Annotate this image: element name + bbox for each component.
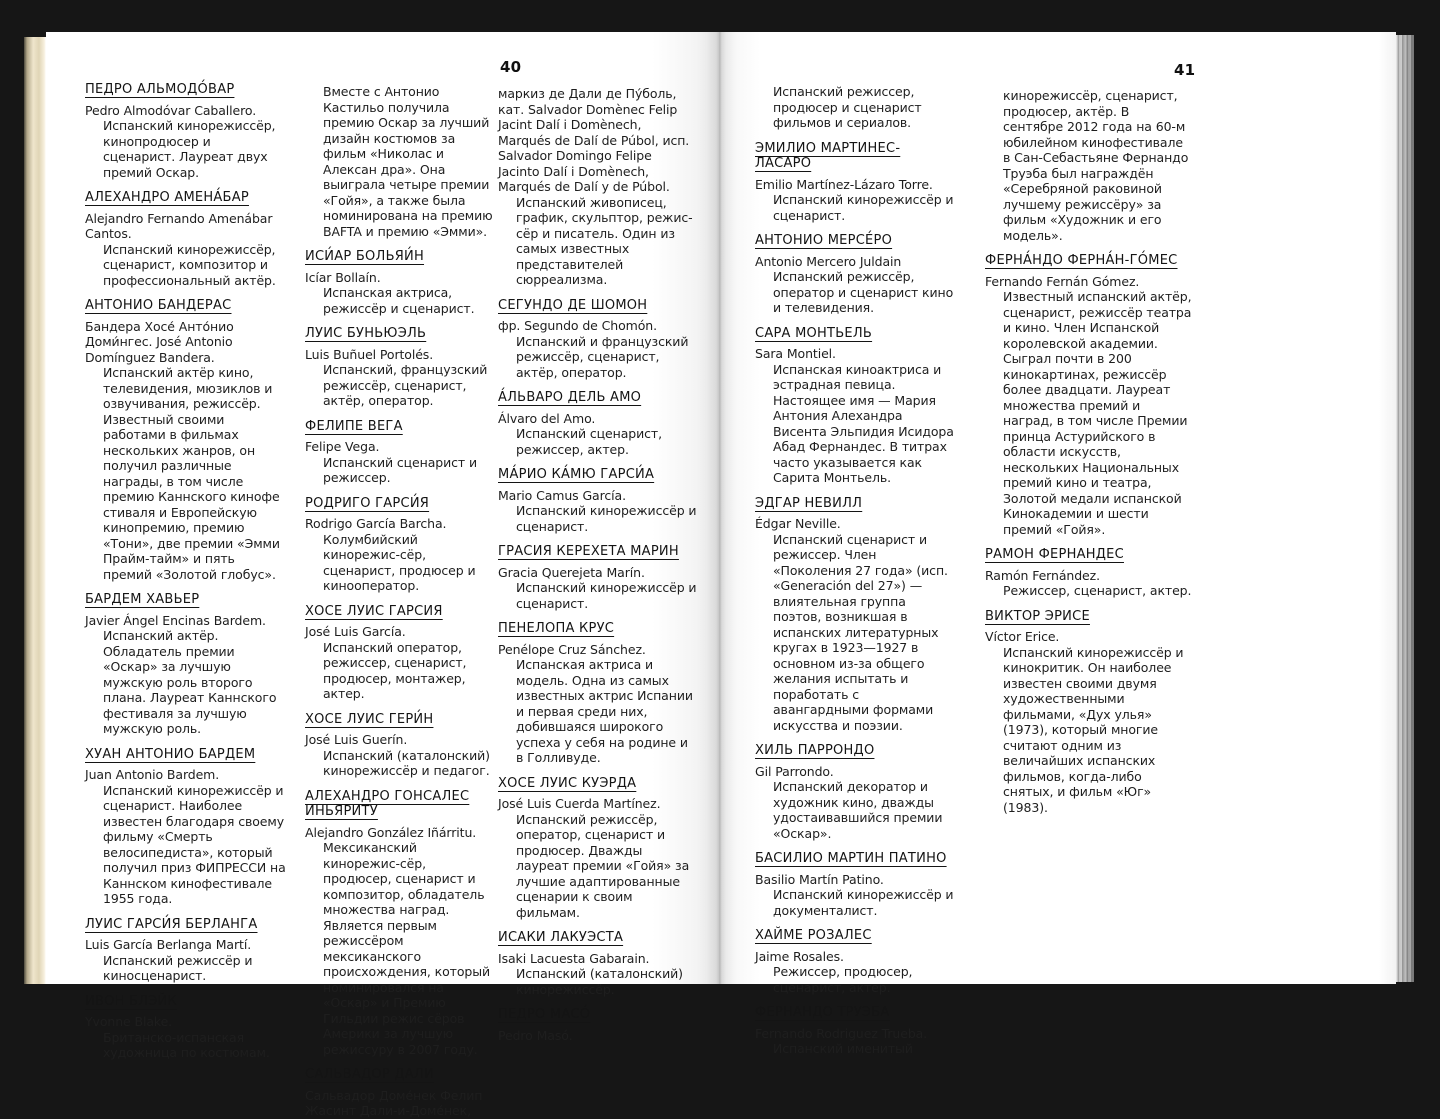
dictionary-entry [85, 82, 286, 180]
entry-description: Испанский сценарист и режиссер. [323, 454, 477, 485]
dictionary-entry [985, 88, 1193, 243]
entry-heading: ХУАН АНТОНИО БАРДЕМ [85, 746, 256, 762]
entry-name: Pedro Masó. [498, 1027, 573, 1043]
entry-name: Mario Camus García. [498, 487, 626, 503]
entry-name: Emilio Martínez-Lázaro Torre. [755, 176, 933, 192]
dictionary-entry [305, 604, 493, 702]
entry-heading: СЕГУНДО ДЕ ШОМОН [498, 297, 648, 313]
dictionary-entry [755, 928, 956, 995]
entry-description: Испанский оператор, режиссер, сценарист, продюсер, монтажер, актер. [323, 639, 467, 701]
entry-description: Режиссер, продюсер, сценарист, актер. [773, 964, 913, 995]
entry-description: Известный испанский актёр, сценарист, режиссёр театра и кино. Член Испанской королевской академии. Сыграл почти в 200 кинокартинах, режиссёр более двадцати. Лауреат множества премий и наград, в том числе Премии принца Астурийского в области искусств, нескольких Национальных премий кино и театра, Золотой медали испанской Кинокадемии и шести премий «Гойя». [1003, 289, 1192, 537]
entry-description: Испанский кинорежиссёр и сценарист. Наиболее известен благодаря своему фильму «Смерть велосипедиста», который получил приз ФИПРЕССИ на Каннском кинофестивале 1955 года. [103, 782, 286, 906]
entry-name: Felipe Vega. [305, 439, 380, 454]
dictionary-entry [755, 743, 956, 841]
entry-name: Sara Montiel. [755, 346, 836, 361]
dictionary-entry [305, 326, 493, 409]
dictionary-entry [305, 419, 493, 486]
entry-name: Penélope Cruz Sánchez. [498, 641, 646, 657]
text-column-3 [498, 86, 697, 1043]
dictionary-entry [305, 84, 493, 239]
dictionary-entry [85, 298, 286, 582]
dictionary-entry [985, 609, 1193, 816]
dictionary-entry [305, 496, 493, 594]
entry-heading: ХОСЕ ЛУИС ГЕРИ́Н [305, 711, 434, 727]
entry-name: Basilio Martín Patino. [755, 871, 884, 887]
entry-description: Испанская актриса и модель. Одна из самых известных актрис Испании и первая среди них, добившаяся широкого успеха у себя на родине и в Голливуде. [516, 657, 693, 765]
entry-description: Испанский живописец, график, скульптор, режис-сёр и писатель. Один из самых известных представителей сюрреализма. [516, 194, 693, 287]
entry-name: Édgar Neville. [755, 516, 841, 531]
entry-heading: ФЕЛИПЕ ВЕГА [305, 418, 403, 434]
entry-heading: ИСАКИ ЛАКУЭСТА [498, 930, 624, 945]
entry-description: Испанский режиссёр, оператор и сценарист кино и телевидения. [773, 269, 954, 315]
entry-name: Сальвадор Доме́нек Фелип Жасинт Дали-и-Доме́нек, [305, 1087, 483, 1118]
entry-description: Режиссер, сценарист, актер. [1003, 583, 1192, 598]
entry-name: Бандера Хосе́ Анто́нио Доми́нгес. José Antonio Domínguez Bandera. [85, 318, 234, 365]
entry-heading: РАМОН ФЕРНАНДЕС [985, 547, 1124, 562]
entry-heading: САЛЬВАДОР ДАЛИ [305, 1067, 434, 1082]
entry-name: Fernando Fernán Gómez. [985, 273, 1140, 289]
dictionary-entry [985, 547, 1193, 599]
entry-heading: ИВОН БЛЭЙК [85, 993, 178, 1009]
entry-name: Ramón Fernández. [985, 567, 1100, 583]
entry-description: Испанский декоратор и художник кино, дважды удостаивавшийся премии «Оскар». [773, 779, 943, 841]
dictionary-entry [498, 298, 697, 381]
entry-name: Alejandro Fernando Amenábar Cantos. [85, 210, 273, 241]
dictionary-entry [305, 249, 493, 316]
text-column-2 [305, 84, 493, 1119]
entry-description: Испанский сценарист, режиссер, актер. [516, 426, 662, 457]
entry-heading: ИСИ́АР БОЛЬЯИ́Н [305, 249, 425, 264]
page-number-right: 41 [1174, 61, 1196, 79]
entry-name: Antonio Mercero Juldain [755, 253, 902, 269]
entry-heading: АНТОНИО БАНДЕРАС [85, 298, 232, 313]
dictionary-entry [498, 1007, 697, 1043]
entry-heading: ПЕДРО АЛЬМОДО́ВАР [85, 82, 235, 97]
entry-heading: ПЕНЕЛОПА КРУС [498, 621, 615, 636]
dictionary-entry [755, 326, 956, 486]
entry-description: Испанский кинорежиссёр и сценарист. [516, 580, 697, 611]
entry-description: Испанский кинорежиссёр, сценарист, композитор и профессиональный актёр. [103, 241, 276, 288]
dictionary-entry [498, 467, 697, 534]
dictionary-entry [85, 994, 286, 1061]
entry-name: Fernando Rodriguez Trueba. [755, 1025, 928, 1041]
page-edges-right [1396, 35, 1414, 982]
entry-heading: АЛЕХАНДРО АМЕНА́БАР [85, 190, 249, 205]
entry-description: Испанский, французский режиссёр, сценарист, актёр, оператор. [323, 362, 488, 408]
entry-description: Испанская актриса, режиссёр и сценарист. [323, 285, 475, 316]
entry-name: Yvonne Blake. [85, 1014, 173, 1029]
entry-name: José Luis Guerín. [305, 732, 408, 747]
entry-heading: РОДРИГО ГАРСИ́Я [305, 495, 430, 511]
entry-name: Gracia Querejeta Marín. [498, 564, 645, 580]
entry-description: Испанский сценарист и режиссер. Член «Поколения 27 года» (исп. «Generación del 27») — влиятельная группа поэтов, возникшая в испанских литературных кругах в 1923—1927 в основном из-за общего желания испытать и поработать с авангардными формами искусства и поэзии. [773, 531, 948, 733]
entry-description: Британско-испанская художница по костюмам. [103, 1029, 270, 1060]
dictionary-entry [498, 390, 697, 457]
dictionary-entry [755, 84, 956, 131]
entry-heading: ЭМИЛИО МАРТИНЕС-ЛАСАРО [755, 140, 901, 171]
entry-name: Javier Ángel Encinas Bardem. [85, 612, 266, 628]
dictionary-entry [755, 233, 956, 316]
entry-heading: ВИКТОР ЭРИСЕ [985, 608, 1090, 624]
entry-heading: ФЕРНА́НДО ФЕРНА́Н-ГО́МЕС [985, 253, 1178, 268]
entry-description: Испанский актёр. Обладатель премии «Оскар» за лучшую мужскую роль второго плана. Лауреат Каннского фестиваля за лучшую мужскую роль. [103, 628, 277, 736]
entry-name: Rodrigo García Barcha. [305, 516, 447, 531]
entry-description: Вместе с Антонио Кастильо получила премию Оскар за лучший дизайн костюмов за фильм «Николас и Алексан дра». Она выиграла четыре премии «Гойя», а также была номинирована на премию BAFTA и премию «Эмми». [323, 84, 493, 239]
dictionary-entry [85, 917, 286, 984]
dictionary-entry [755, 1005, 956, 1057]
entry-description: Испанский кинорежиссёр, кинопродюсер и сценарист. Лауреат двух премий Оскар. [103, 118, 276, 180]
entry-name: Luis Buñuel Portolés. [305, 346, 434, 362]
entry-heading: ПЕДРО МАСО́ [498, 1007, 591, 1022]
dictionary-entry [755, 141, 956, 224]
entry-name: José Luis Cuerda Martínez. [498, 796, 661, 811]
entry-heading: ФЕРНАНДО ТРУЭБА [755, 1005, 890, 1020]
entry-name: Alejandro González Iñárritu. [305, 824, 477, 840]
entry-name: фр. Segundo de Chomón. [498, 318, 657, 333]
dictionary-entry [305, 712, 493, 779]
page-edges-left [24, 37, 46, 984]
text-column-5 [985, 88, 1193, 815]
dictionary-entry [85, 747, 286, 907]
entry-description: Испанский режиссёр, оператор, сценарист и продюсер. Дважды лауреат премии «Гойя» за лучшие адаптированные сценарии к своим фильмам. [516, 811, 690, 920]
entry-heading: АНТОНИО МЕРСЕ́РО [755, 233, 893, 248]
text-column-4 [755, 84, 956, 1057]
entry-name: маркиз де Дали де Пу́боль, кат. Salvador Domènec Felip Jacint Dalí i Domènech, Marqués de Dalí de Púbol, исп. Salvador Domingo Felipe Jacinto Dalí i Domènech, Marqués de Dalí y de Púbol. [498, 86, 690, 194]
entry-name: Gil Parrondo. [755, 763, 834, 779]
entry-description: Испанский кинорежиссёр и сценарист. [773, 192, 954, 223]
entry-heading: ХАЙМЕ РОЗАЛЕС [755, 928, 872, 943]
entry-heading: ХОСЕ ЛУИС КУЭРДА [498, 775, 637, 791]
entry-heading: ЛУИС БУНЬЮЭЛЬ [305, 326, 427, 341]
entry-heading: А́ЛЬВАРО ДЕЛЬ АМО [498, 390, 642, 405]
entry-name: Isaki Lacuesta Gabarain. [498, 950, 650, 966]
entry-name: Pedro Almodóvar Caballero. [85, 102, 257, 118]
entry-description: Испанский кинорежиссёр и сценарист. [516, 503, 697, 534]
entry-heading: ЛУИС ГАРСИ́Я БЕРЛАНГА [85, 916, 258, 932]
dictionary-entry [85, 592, 286, 737]
dictionary-entry [498, 544, 697, 611]
dictionary-entry [985, 253, 1193, 537]
dictionary-entry [305, 789, 493, 1058]
entry-description: Испанский и французский режиссёр, сценарист, актёр, оператор. [516, 333, 689, 380]
dictionary-entry [755, 496, 956, 734]
page-number-left: 40 [500, 58, 522, 76]
entry-heading: МА́РИО КА́МЮ ГАРСИ́А [498, 467, 655, 482]
entry-name: Víctor Erice. [985, 629, 1060, 644]
entry-name: Juan Antonio Bardem. [85, 767, 220, 782]
entry-description: кинорежиссёр, сценарист, продюсер, актёр. В сентябре 2012 года на 60-м юбилейном кинофестивале в Сан-Себастьяне Фернандо Труэба был награждён «Серебряной раковиной лучшему режиссёру» за фильм «Художник и его модель». [1003, 88, 1189, 243]
entry-description: Колумбийский кинорежис-сёр, сценарист, продюсер и кинооператор. [323, 531, 476, 593]
dictionary-entry [498, 86, 697, 288]
text-column-1 [85, 82, 286, 1061]
entry-heading: САРА МОНТЬЕЛЬ [755, 325, 873, 341]
dictionary-entry [305, 1067, 493, 1119]
entry-description: Испанский актёр кино, телевидения, мюзиклов и озвучивания, режиссёр. Известный своими работами в фильмах нескольких жанров, он получил различные награды, в том числе премию Каннского кинофе стиваля и Европейскую кинопремию, премию «Тони», две премии «Эмми Прайм-тайм» и пять премий «Золотой глобус». [103, 365, 280, 582]
entry-name: Luis García Berlanga Martí. [85, 937, 252, 952]
entry-heading: ГРАСИЯ КЕРЕХЕТА МАРИН [498, 544, 679, 559]
entry-description: Испанский режиссёр и киносценарист. [103, 952, 253, 983]
entry-heading: БАСИЛИО МАРТИН ПАТИНО [755, 851, 947, 866]
entry-heading: ЭДГАР НЕВИЛЛ [755, 495, 863, 511]
entry-description: Испанский (каталонский) кинорежиссёр. [516, 966, 683, 997]
entry-description: Испанский кинорежиссёр и документалист. [773, 887, 954, 918]
dictionary-entry [498, 776, 697, 921]
entry-name: Jaime Rosales. [755, 948, 844, 964]
entry-description: Испанский кинорежиссёр и кинокритик. Он наиболее известен своими двумя художественными фильмами, «Дух улья» (1973), который многие считают одним из величайших испанских фильмов, когда-либо снятых, и фильм «Юг» (1983). [1003, 644, 1184, 815]
entry-name: Álvaro del Amo. [498, 410, 596, 426]
entry-description: Испанская киноактриса и эстрадная певица. Настоящее имя — Мария Антония Алехандра Висента Эльпидия Исидора Абад Фернандес. В титрах часто указывается как Сарита Монтьель. [773, 361, 954, 485]
dictionary-entry [85, 190, 286, 288]
entry-description: Мексиканский кинорежис-сёр, продюсер, сценарист и композитор, обладатель множества наград. Является первым режиссёром мексиканского происхождения, который номинировался на «Оскар» и Премию Гильдии режис сёров Америки за лучшую режиссуру в 2007 году. [323, 840, 491, 1057]
entry-description: Испанский режиссер, продюсер и сценарист фильмов и сериалов. [773, 84, 922, 130]
entry-name: Icíar Bollaín. [305, 269, 381, 285]
dictionary-entry [755, 851, 956, 918]
entry-heading: АЛЕХАНДРО ГОНСАЛЕС ИНЬЯРИТУ [305, 788, 470, 819]
entry-description: Испанский именитый [773, 1041, 913, 1056]
entry-description: Испанский (каталонский) кинорежиссёр и педагог. [323, 747, 490, 778]
dictionary-entry [498, 930, 697, 997]
dictionary-entry [498, 621, 697, 766]
entry-heading: ХИЛЬ ПАРРОНДО [755, 743, 875, 758]
entry-heading: БАРДЕМ ХАВЬЕР [85, 592, 200, 607]
entry-heading: ХОСЕ ЛУИС ГАРСИЯ [305, 603, 443, 619]
entry-name: José Luis García. [305, 624, 406, 639]
